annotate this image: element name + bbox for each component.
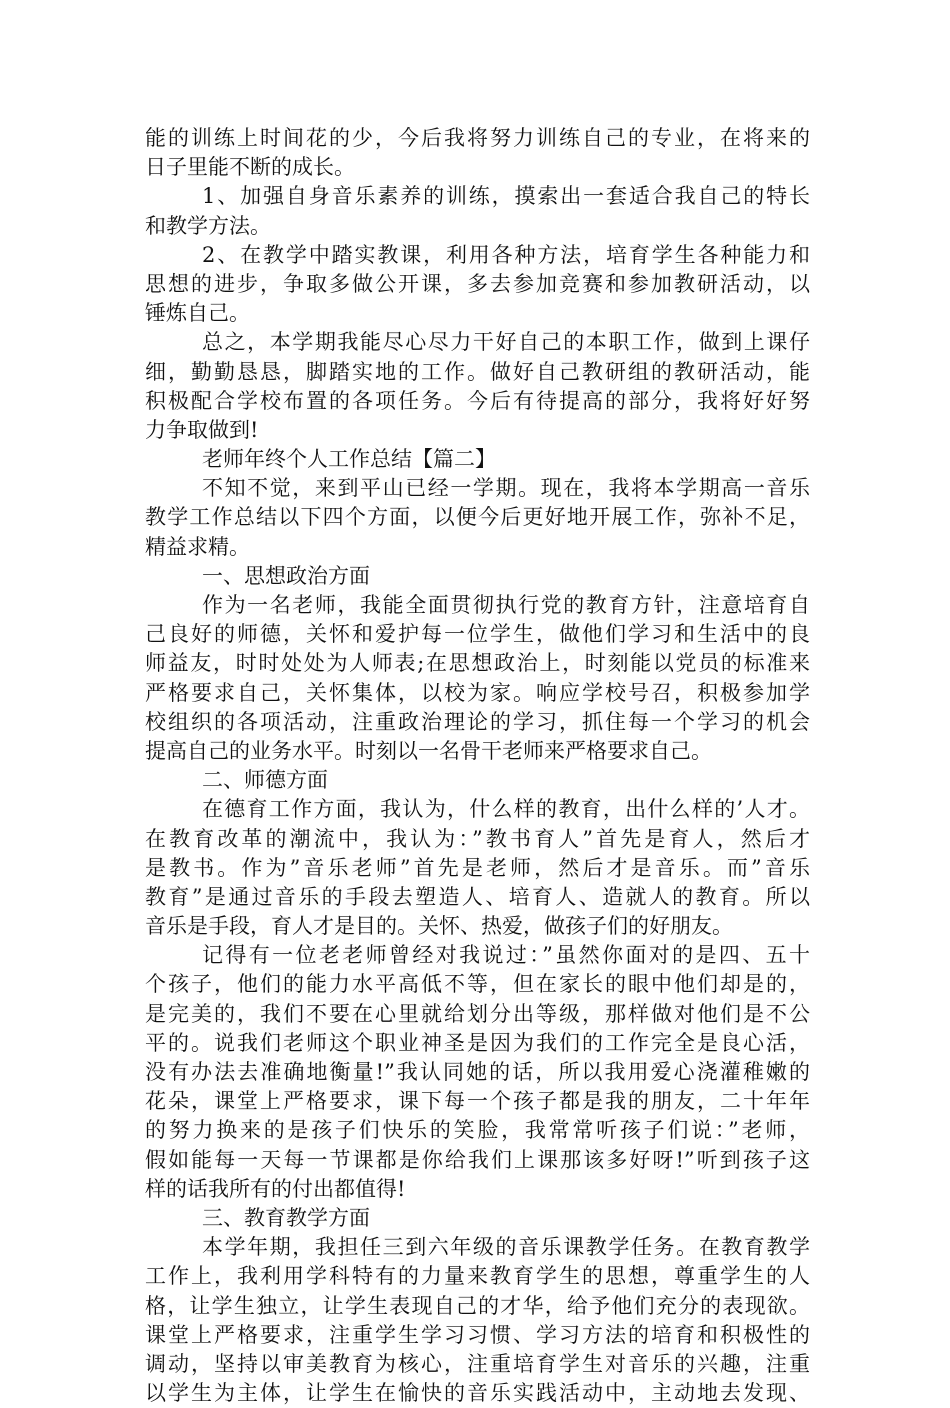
text-line: 是完美的，我们不要在心里就给划分出等级，那样做对他们是不公 — [145, 1001, 810, 1026]
text-line: 精益求精。 — [145, 534, 250, 559]
text-line: 平的。说我们老师这个职业神圣是因为我们的工作完全是良心活， — [145, 1030, 810, 1055]
document-body — [145, 124, 810, 1408]
paragraph-first-line: 总之，本学期我能尽心尽力干好自己的本职工作，做到上课仔 — [202, 330, 810, 355]
paragraph-first-line: 老师年终个人工作总结【篇二】 — [202, 447, 496, 472]
paragraph-first-line: 本学年期，我担任三到六年级的音乐课教学任务。在教育教学 — [202, 1235, 810, 1260]
text-line: 教学工作总结以下四个方面，以便今后更好地开展工作，弥补不足， — [145, 505, 810, 530]
text-line: 工作上，我利用学科特有的力量来教育学生的思想，尊重学生的人 — [145, 1264, 810, 1289]
paragraph-first-line: 不知不觉，来到平山已经一学期。现在，我将本学期高一音乐 — [202, 476, 810, 501]
paragraph-first-line: 1、加强自身音乐素养的训练，摸索出一套适合我自己的特长 — [202, 184, 810, 209]
text-line: 是教书。作为”音乐老师”首先是老师，然后才是音乐。而”音乐 — [145, 855, 810, 880]
text-line: 细，勤勤恳恳，脚踏实地的工作。做好自己教研组的教研活动，能 — [145, 359, 810, 384]
text-line: 锤炼自己。 — [145, 301, 250, 326]
text-line: 提高自己的业务水平。时刻以一名骨干老师来严格要求自己。 — [145, 738, 712, 763]
paragraph-first-line: 作为一名老师，我能全面贯彻执行党的教育方针，注意培育自 — [202, 593, 810, 617]
paragraph-first-line: 二、师德方面 — [202, 768, 328, 793]
paragraph-first-line: 2、在教学中踏实教课，利用各种方法，培育学生各种能力和 — [202, 242, 810, 267]
paragraph-first-line: 记得有一位老老师曾经对我说过：”虽然你面对的是四、五十 — [202, 943, 810, 968]
paragraph-first-line: 三、教育教学方面 — [202, 1205, 370, 1230]
text-line: 样的话我所有的付出都值得! — [145, 1176, 406, 1201]
text-line: 日子里能不断的成长。 — [145, 155, 355, 180]
text-line: 音乐是手段，育人才是目的。关怀、热爱，做孩子们的好朋友。 — [145, 914, 733, 939]
text-line: 能的训练上时间花的少，今后我将努力训练自己的专业，在将来的 — [145, 126, 810, 150]
text-line: 花朵，课堂上严格要求，课下每一个孩子都是我的朋友，二十年年 — [145, 1089, 810, 1114]
text-line: 以学生为主体，让学生在愉快的音乐实践活动中，主动地去发现、 — [145, 1381, 810, 1406]
text-line: 和教学方法。 — [145, 213, 271, 238]
text-line: 教育”是通过音乐的手段去塑造人、培育人、造就人的教育。所以 — [145, 884, 810, 909]
text-line: 没有办法去准确地衡量!”我认同她的话，所以我用爱心浇灌稚嫩的 — [145, 1060, 810, 1084]
paragraph-first-line: 在德育工作方面，我认为，什么样的教育，出什么样的’人才。 — [202, 797, 810, 822]
text-line: 校组织的各项活动，注重政治理论的学习，抓住每一个学习的机会 — [145, 709, 810, 734]
text-line: 课堂上严格要求，注重学生学习习惯、学习方法的培育和积极性的 — [145, 1322, 810, 1347]
text-line: 的努力换来的是孩子们快乐的笑脸，我常常听孩子们说：”老师， — [145, 1118, 810, 1143]
text-line: 假如能每一天每一节课都是你给我们上课那该多好呀!”听到孩子这 — [145, 1147, 810, 1172]
text-line: 在教育改革的潮流中，我认为：”教书育人”首先是育人，然后才 — [145, 826, 810, 851]
text-line: 个孩子，他们的能力水平高低不等，但在家长的眼中他们却是的， — [145, 972, 810, 997]
text-line: 积极配合学校布置的各项任务。今后有待提高的部分，我将好好努 — [145, 388, 810, 413]
text-line: 师益友，时时处处为人师表;在思想政治上，时刻能以党员的标准来 — [145, 651, 810, 676]
text-line: 己良好的师德，关怀和爱护每一位学生，做他们学习和生活中的良 — [145, 622, 810, 647]
text-line: 格，让学生独立，让学生表现自己的才华，给予他们充分的表现欲。 — [145, 1293, 810, 1318]
text-line: 思想的进步，争取多做公开课，多去参加竞赛和参加教研活动，以 — [145, 271, 810, 296]
text-line: 严格要求自己，关怀集体，以校为家。响应学校号召，积极参加学 — [145, 680, 810, 705]
text-line: 调动，坚持以审美教育为核心，注重培育学生对音乐的兴趣，注重 — [145, 1351, 810, 1376]
paragraph-first-line: 一、思想政治方面 — [202, 563, 370, 588]
text-line: 力争取做到! — [145, 417, 259, 442]
